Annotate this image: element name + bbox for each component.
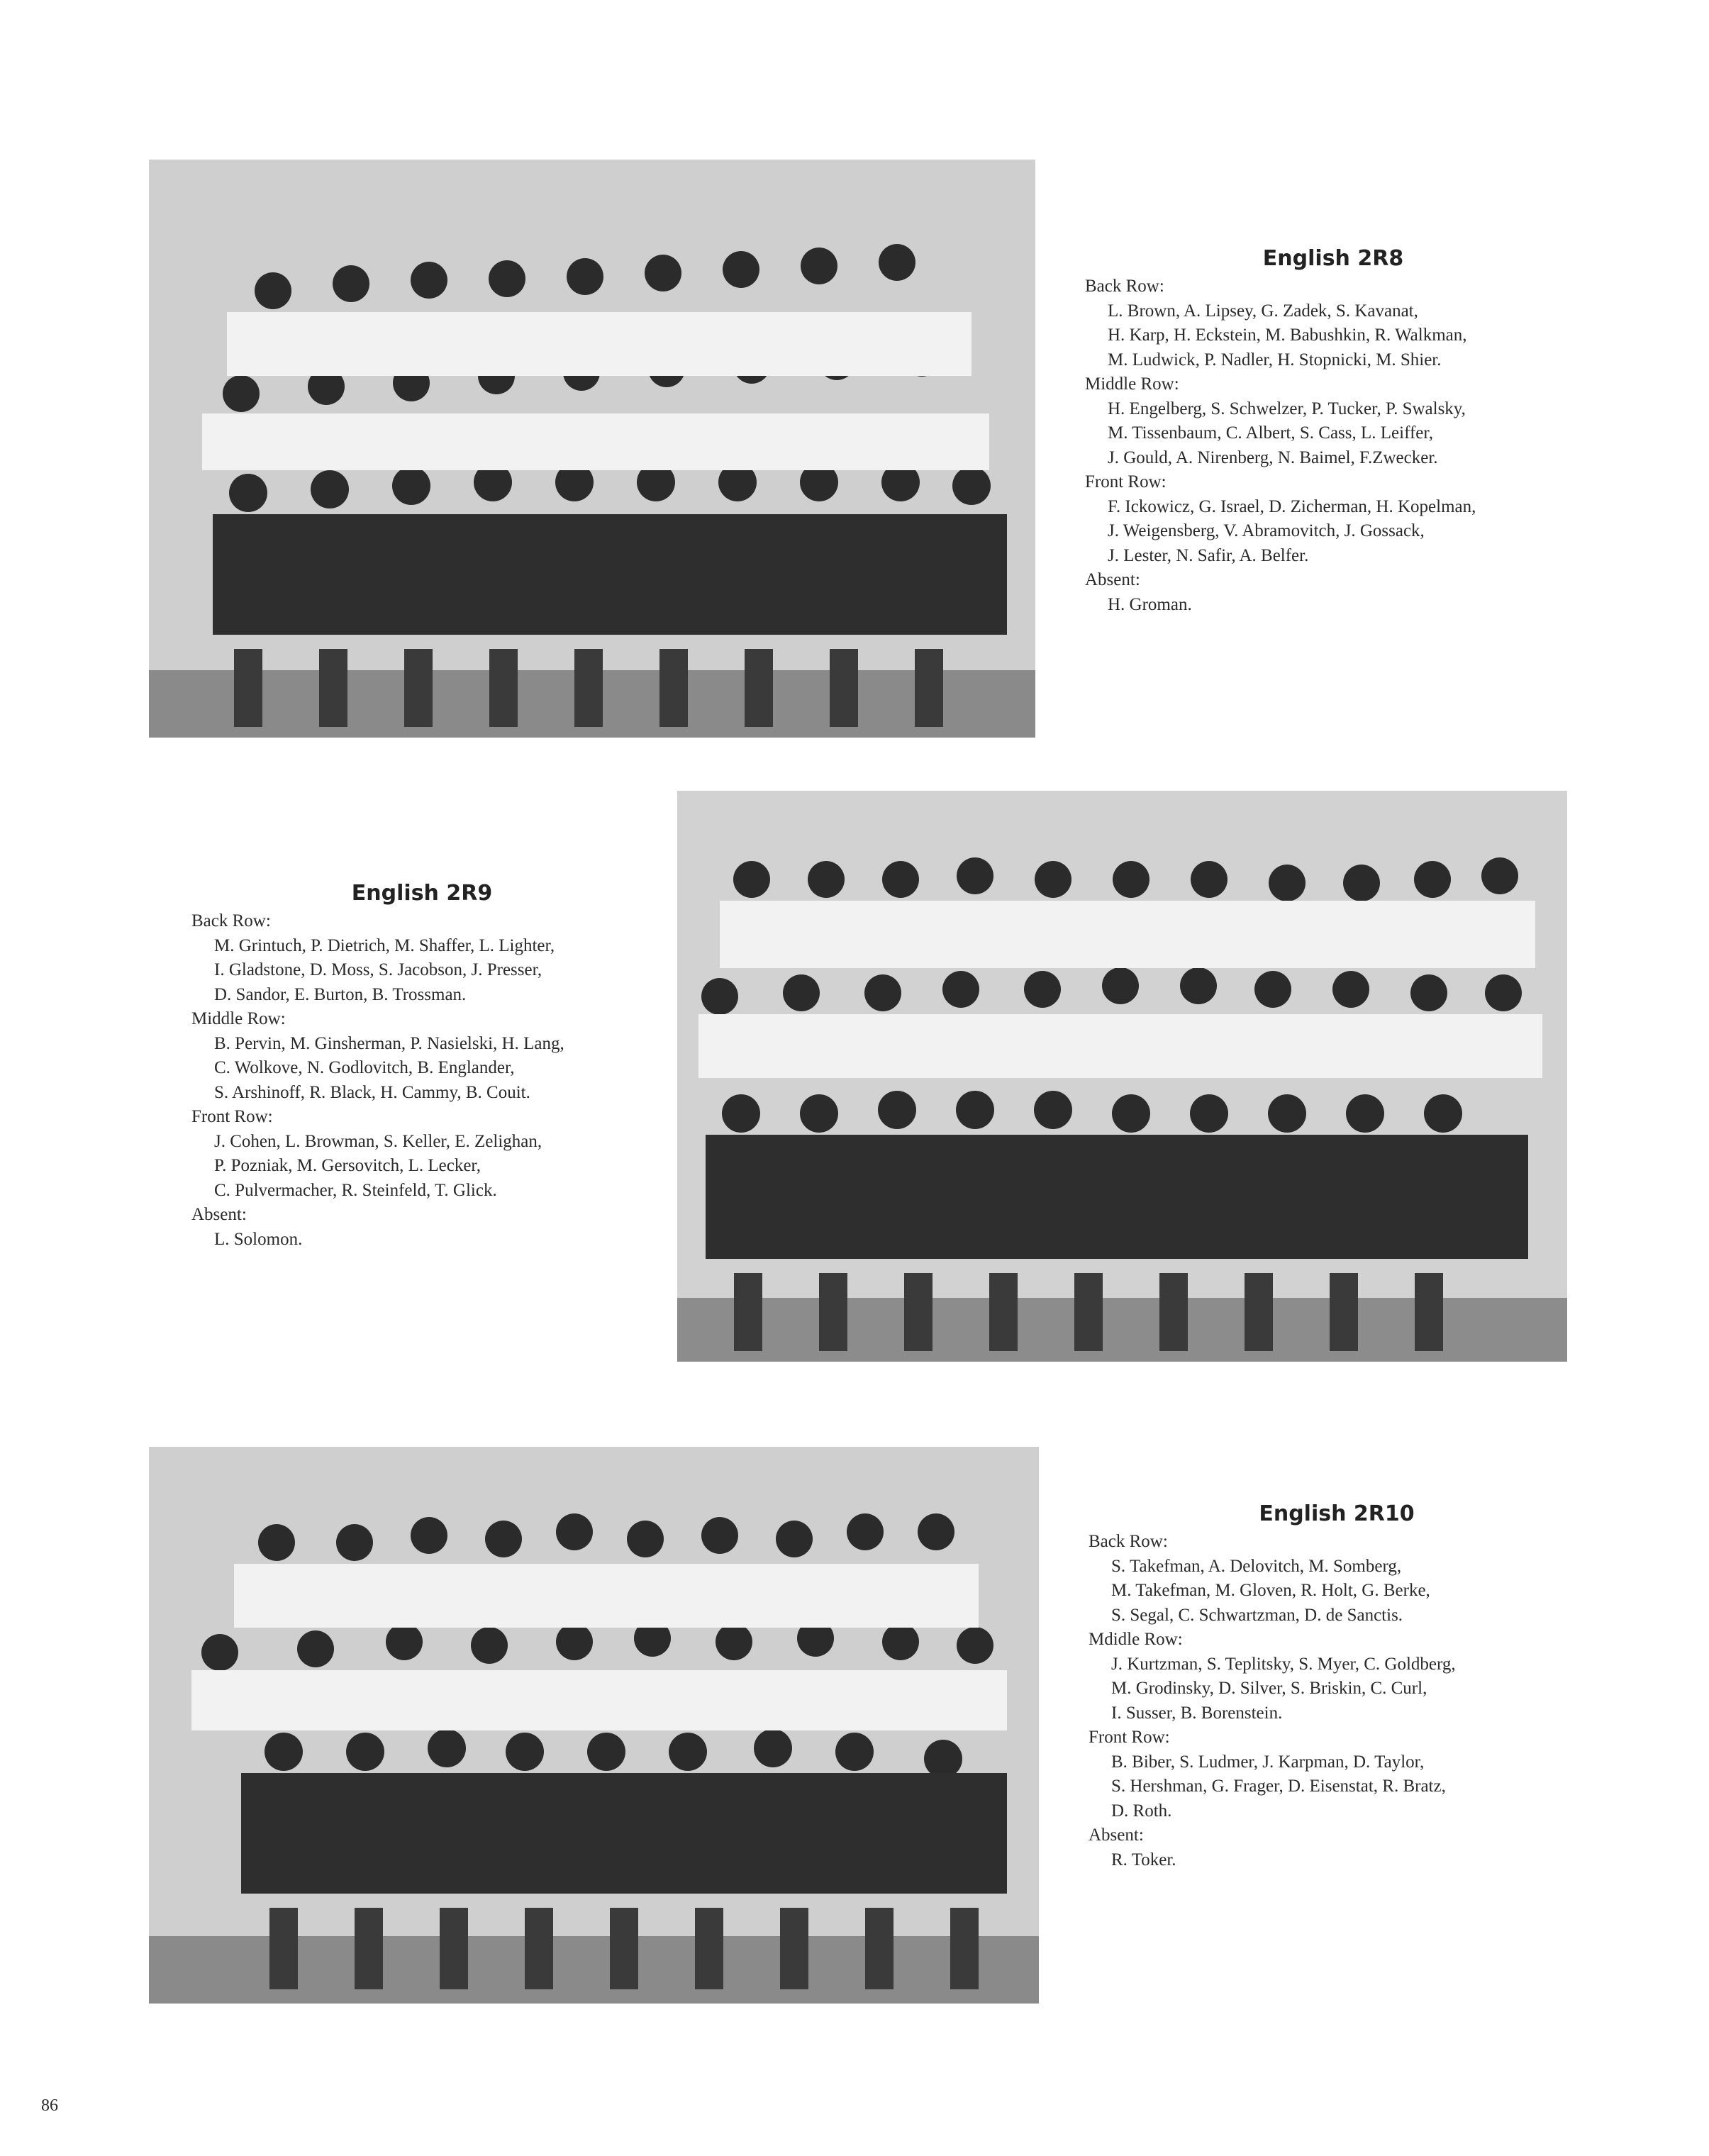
middle-row-names-2r8	[1085, 397, 1581, 471]
name-line: P. Pozniak, M. Gersovitch, L. Lecker,	[214, 1156, 481, 1175]
name-line: R. Toker.	[1111, 1850, 1176, 1869]
class-photo-2r9	[677, 791, 1567, 1362]
name-line: J. Kurtzman, S. Teplitsky, S. Myer, C. Goldberg,	[1111, 1654, 1456, 1674]
name-line: B. Pervin, M. Ginsherman, P. Nasielski, H. Lang,	[214, 1033, 564, 1053]
name-line: S. Arshinoff, R. Black, H. Cammy, B. Couit.	[214, 1082, 530, 1102]
front-row-label-2r9: Front Row:	[191, 1107, 273, 1126]
middle-row-names-2r10	[1089, 1652, 1585, 1726]
middle-row-label-2r8: Middle Row:	[1085, 374, 1179, 394]
middle-row-label-2r10: Mdidle Row:	[1089, 1630, 1183, 1649]
name-line: L. Brown, A. Lipsey, G. Zadek, S. Kavanat,	[1108, 301, 1418, 321]
name-line: F. Ickowicz, G. Israel, D. Zicherman, H. Kopelman,	[1108, 496, 1476, 516]
page-number: 86	[41, 2096, 58, 2115]
absent-names-2r10	[1089, 1848, 1585, 1873]
absent-names-2r9	[191, 1228, 652, 1252]
class-photo-2r10-image	[149, 1447, 1039, 2004]
name-line: D. Sandor, E. Burton, B. Trossman.	[214, 984, 467, 1004]
name-line: M. Tissenbaum, C. Albert, S. Cass, L. Leiffer,	[1108, 423, 1433, 443]
name-line: M. Grodinsky, D. Silver, S. Briskin, C. Curl,	[1111, 1679, 1427, 1698]
name-line: S. Takefman, A. Delovitch, M. Somberg,	[1111, 1556, 1402, 1576]
back-row-label-2r8: Back Row:	[1085, 277, 1164, 296]
name-line: I. Gladstone, D. Moss, S. Jacobson, J. Presser,	[214, 960, 542, 979]
caption-2r9	[191, 879, 652, 1252]
name-line: C. Wolkove, N. Godlovitch, B. Englander,	[214, 1058, 515, 1077]
class-photo-2r8	[149, 160, 1035, 738]
front-row-names-2r8	[1085, 495, 1581, 569]
back-row-names-2r8	[1085, 299, 1581, 373]
class-photo-2r9-image	[677, 791, 1567, 1362]
absent-label-2r9: Absent:	[191, 1205, 247, 1224]
back-row-label-2r10: Back Row:	[1089, 1532, 1168, 1551]
name-line: J. Weigensberg, V. Abramovitch, J. Gossack,	[1108, 521, 1425, 540]
name-line: I. Susser, B. Borenstein.	[1111, 1703, 1283, 1723]
name-line: M. Grintuch, P. Dietrich, M. Shaffer, L. Lighter,	[214, 935, 555, 955]
back-row-names-2r9	[191, 934, 652, 1008]
front-row-names-2r9	[191, 1130, 652, 1204]
section-title-2r10: English 2R10	[1259, 1501, 1415, 1526]
class-photo-2r8-image	[149, 160, 1035, 738]
front-row-label-2r8: Front Row:	[1085, 472, 1167, 491]
caption-2r8	[1085, 245, 1581, 617]
absent-label-2r10: Absent:	[1089, 1826, 1144, 1845]
name-line: H. Engelberg, S. Schwelzer, P. Tucker, P. Swalsky,	[1108, 399, 1466, 418]
section-title-2r8: English 2R8	[1262, 246, 1404, 271]
name-line: B. Biber, S. Ludmer, J. Karpman, D. Taylor,	[1111, 1752, 1425, 1772]
front-row-names-2r10	[1089, 1750, 1585, 1824]
class-photo-2r10	[149, 1447, 1039, 2004]
caption-2r10	[1089, 1500, 1585, 1872]
name-line: M. Takefman, M. Gloven, R. Holt, G. Berke,	[1111, 1581, 1430, 1600]
name-line: H. Karp, H. Eckstein, M. Babushkin, R. Walkman,	[1108, 326, 1467, 345]
name-line: L. Solomon.	[214, 1229, 303, 1249]
absent-names-2r8	[1085, 593, 1581, 618]
section-title-2r9: English 2R9	[351, 881, 493, 906]
name-line: J. Lester, N. Safir, A. Belfer.	[1108, 545, 1309, 565]
middle-row-label-2r9: Middle Row:	[191, 1009, 286, 1028]
name-line: M. Ludwick, P. Nadler, H. Stopnicki, M. Shier.	[1108, 350, 1442, 369]
name-line: S. Hershman, G. Frager, D. Eisenstat, R. Bratz,	[1111, 1777, 1446, 1796]
name-line: C. Pulvermacher, R. Steinfeld, T. Glick.	[214, 1180, 497, 1200]
name-line: J. Cohen, L. Browman, S. Keller, E. Zelighan,	[214, 1131, 542, 1151]
name-line: J. Gould, A. Nirenberg, N. Baimel, F.Zwecker.	[1108, 448, 1438, 467]
back-row-names-2r10	[1089, 1555, 1585, 1628]
name-line: S. Segal, C. Schwartzman, D. de Sanctis.	[1111, 1605, 1403, 1625]
middle-row-names-2r9	[191, 1032, 652, 1106]
front-row-label-2r10: Front Row:	[1089, 1728, 1170, 1747]
name-line: H. Groman.	[1108, 594, 1192, 614]
name-line: D. Roth.	[1111, 1801, 1172, 1821]
absent-label-2r8: Absent:	[1085, 570, 1140, 589]
back-row-label-2r9: Back Row:	[191, 911, 271, 930]
